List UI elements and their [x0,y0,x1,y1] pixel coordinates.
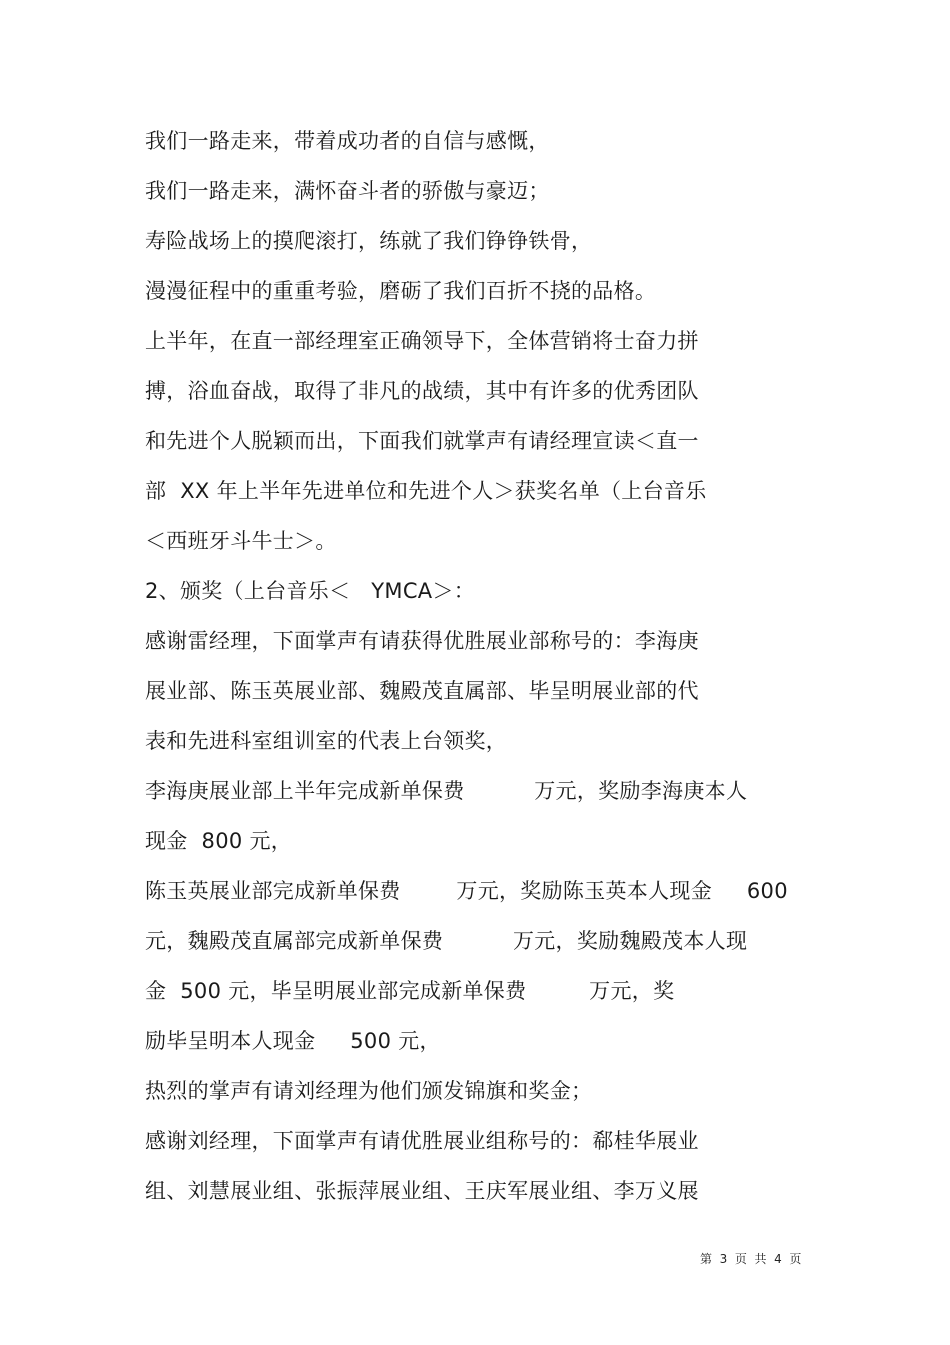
text-line: 组、刘慧展业组、张振萍展业组、王庆军展业组、李万义展 [145,1179,699,1203]
text-line: 现金 800 元， [145,829,293,853]
text-line: 陈玉英展业部完成新单保费 万元，奖励陈玉英本人现金 600 [145,879,788,903]
text-line: 寿险战场上的摸爬滚打，练就了我们铮铮铁骨， [145,229,593,253]
text-line: 金 500 元，毕呈明展业部完成新单保费 万元，奖 [145,979,675,1003]
text-line: 展业部、陈玉英展业部、魏殿茂直属部、毕呈明展业部的代 [145,679,699,703]
text-line: 搏，浴血奋战，取得了非凡的战绩，其中有许多的优秀团队 [145,379,699,403]
text-line: 热烈的掌声有请刘经理为他们颁发锦旗和奖金； [145,1079,593,1103]
text-line: 上半年，在直一部经理室正确领导下，全体营销将士奋力拼 [145,329,699,353]
page-number-footer: 第 3 页 共 4 页 [700,1252,802,1266]
text-line: 和先进个人脱颖而出，下面我们就掌声有请经理宣读＜直一 [145,429,699,453]
text-line: 表和先进科室组训室的代表上台领奖， [145,729,508,753]
text-line: ＜西班牙斗牛士＞。 [145,529,337,553]
section-heading: 2、颁奖（上台音乐＜ YMCA＞： [145,579,476,603]
text-line: 励毕呈明本人现金 500 元， [145,1029,441,1053]
text-line: 李海庚展业部上半年完成新单保费 万元，奖励李海庚本人 [145,779,748,803]
text-line: 感谢雷经理，下面掌声有请获得优胜展业部称号的：李海庚 [145,629,699,653]
text-line: 我们一路走来，满怀奋斗者的骄傲与豪迈； [145,179,550,203]
text-line: 我们一路走来，带着成功者的自信与感慨， [145,129,550,153]
text-line: 部 XX 年上半年先进单位和先进个人＞获奖名单（上台音乐 [145,479,707,503]
text-line: 元，魏殿茂直属部完成新单保费 万元，奖励魏殿茂本人现 [145,929,748,953]
text-line: 感谢刘经理，下面掌声有请优胜展业组称号的：郗桂华展业 [145,1129,699,1153]
text-line: 漫漫征程中的重重考验，磨砺了我们百折不挠的品格。 [145,279,657,303]
